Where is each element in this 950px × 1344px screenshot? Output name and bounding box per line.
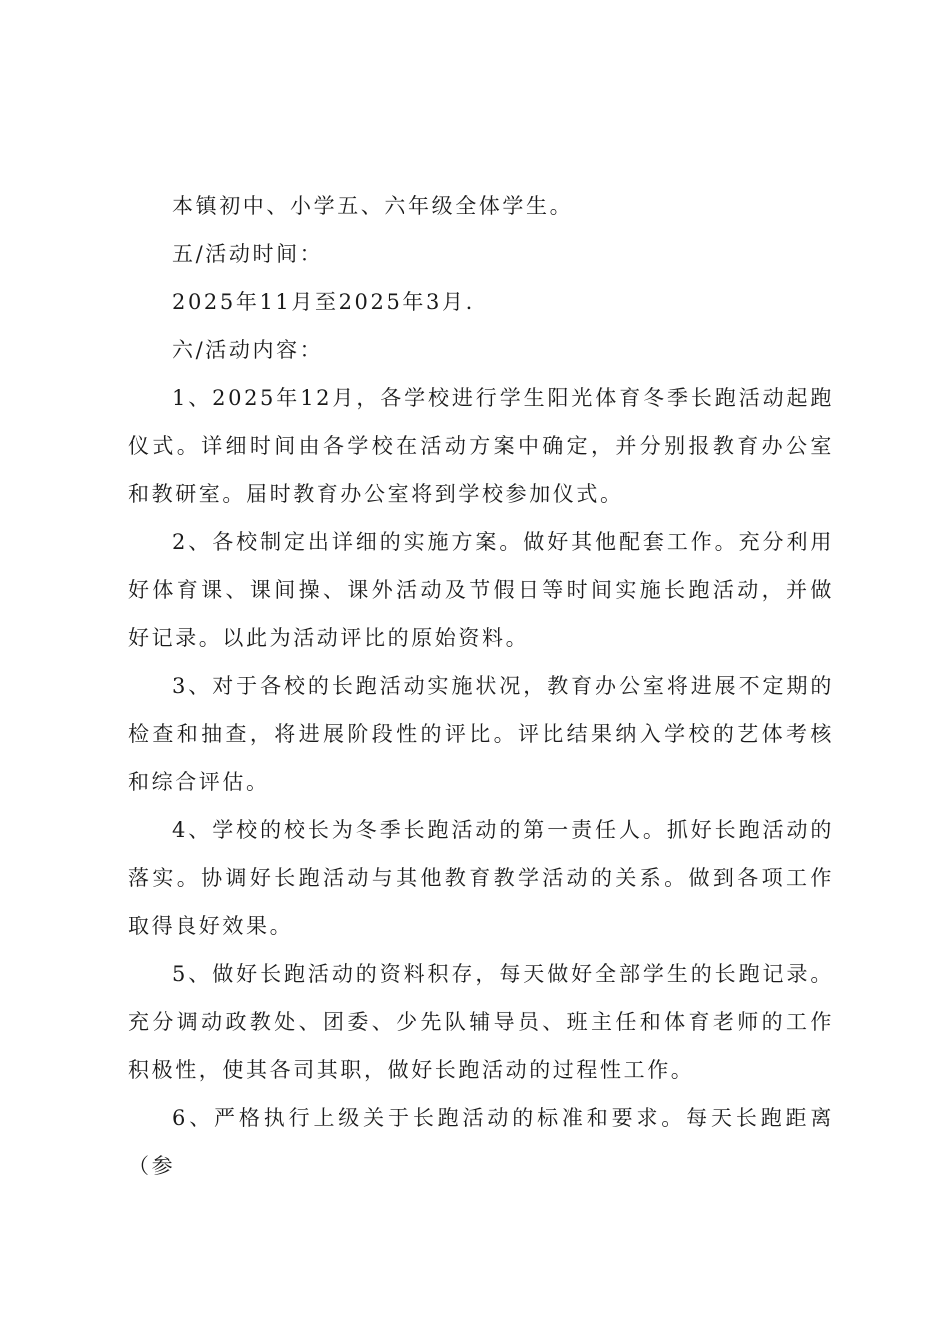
paragraph-participants: 本镇初中、小学五、六年级全体学生。 — [172, 194, 574, 218]
heading-activity-content: 六/活动内容： — [172, 338, 324, 362]
paragraph-item-3: 3、对于各校的长跑活动实施状况，教育办公室将进展不定期的检查和抽查，将进展阶段性的评比。评比结果纳入学校的艺体考核和综合评估。 — [128, 674, 834, 794]
paragraph-activity-period: 2025年11月至2025年3月. — [172, 290, 475, 314]
paragraph-item-1: 1、2025年12月，各学校进行学生阳光体育冬季长跑活动起跑仪式。详细时间由各学校在活动方案中确定，并分别报教育办公室和教研室。届时教育办公室将到学校参加仪式。 — [128, 386, 834, 506]
document-body — [128, 188, 834, 1190]
paragraph-item-4: 4、学校的校长为冬季长跑活动的第一责任人。抓好长跑活动的落实。协调好长跑活动与其他教育教学活动的关系。做到各项工作取得良好效果。 — [128, 818, 834, 938]
heading-activity-time: 五/活动时间： — [172, 242, 324, 266]
paragraph-item-6: 6、严格执行上级关于长跑活动的标准和要求。每天长跑距离（参 — [128, 1106, 834, 1178]
paragraph-item-2: 2、各校制定出详细的实施方案。做好其他配套工作。充分利用好体育课、课间操、课外活动及节假日等时间实施长跑活动，并做好记录。以此为活动评比的原始资料。 — [128, 530, 834, 650]
paragraph-item-5: 5、做好长跑活动的资料积存，每天做好全部学生的长跑记录。充分调动政教处、团委、少先队辅导员、班主任和体育老师的工作积极性，使其各司其职，做好长跑活动的过程性工作。 — [128, 962, 834, 1082]
